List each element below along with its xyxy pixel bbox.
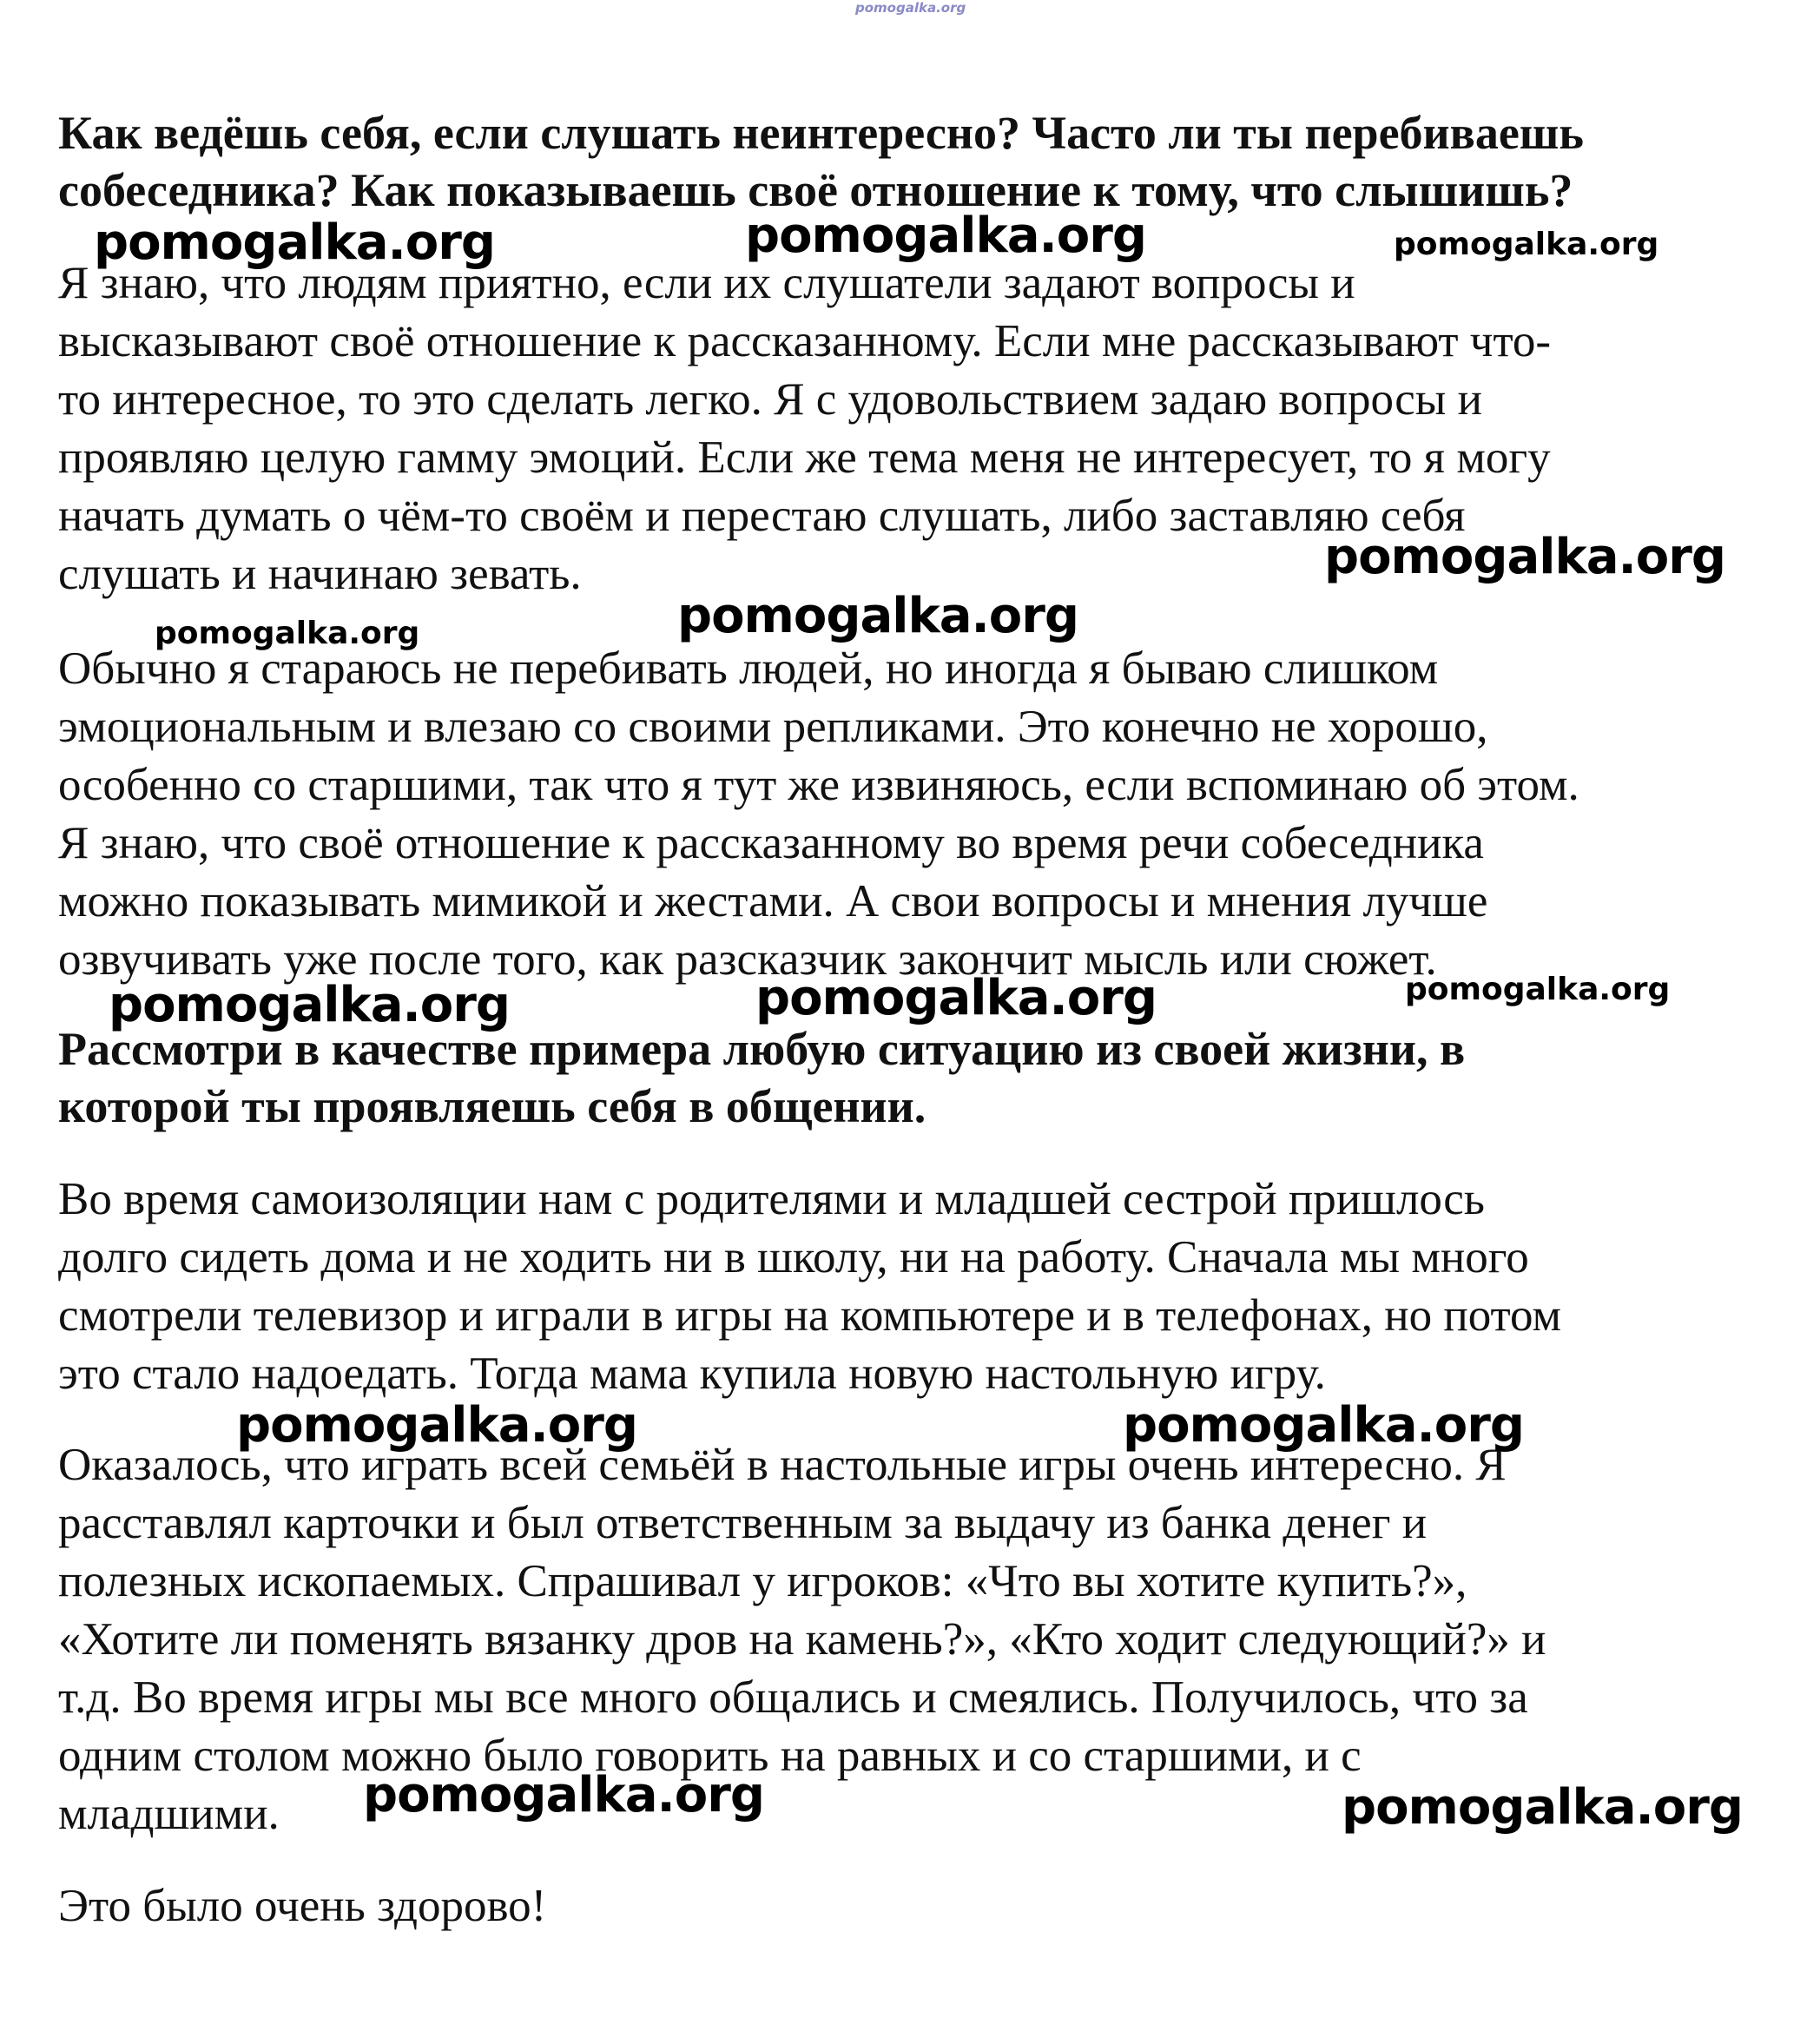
paragraph-line: можно показывать мимикой и жестами. А свои вопросы и мнения лучше xyxy=(58,876,1488,926)
watermark: pomogalka.org xyxy=(1394,227,1659,262)
paragraph-line: т.д. Во время игры мы все много общались и смеялись. Получилось, что за xyxy=(58,1672,1528,1723)
paragraph-line: одним столом можно было говорить на равных и со старшими, и с xyxy=(58,1731,1362,1781)
watermark: pomogalka.org xyxy=(1342,1779,1743,1836)
watermark: pomogalka.org xyxy=(236,1397,637,1454)
paragraph-line: проявляю целую гамму эмоций. Если же тема меня не интересует, то я могу xyxy=(58,432,1551,483)
paragraph-line: полезных ископаемых. Спрашивал у игроков: «Что вы хотите купить?», xyxy=(58,1556,1467,1606)
paragraph-line: озвучивать уже после того, как разсказчик закончит мысль или сюжет. xyxy=(58,934,1437,985)
watermark: pomogalka.org xyxy=(1405,972,1671,1007)
paragraph-line: младшими. xyxy=(58,1789,280,1839)
paragraph-line: особенно со старшими, так что я тут же извиняюсь, если вспоминаю об этом. xyxy=(58,760,1579,810)
watermark-top: pomogalka.org xyxy=(855,0,966,16)
watermark: pomogalka.org xyxy=(755,970,1157,1026)
paragraph-line: Это было очень здорово! xyxy=(58,1881,547,1931)
question-2-line: Рассмотри в качестве примера любую ситуацию из своей жизни, в xyxy=(58,1023,1466,1075)
paragraph-line: высказывают своё отношение к рассказанному. Если мне рассказывают что- xyxy=(58,316,1552,366)
watermark: pomogalka.org xyxy=(1324,529,1725,585)
watermark: pomogalka.org xyxy=(94,214,495,271)
paragraph-3 xyxy=(58,1170,1760,1403)
paragraph-line: то интересное, то это сделать легко. Я с удовольствием задаю вопросы и xyxy=(58,374,1483,425)
paragraph-line: расставлял карточки и был ответственным за выдачу из банка денег и xyxy=(58,1498,1428,1548)
paragraph-line: Обычно я стараюсь не перебивать людей, но иногда я бываю слишком xyxy=(58,643,1439,694)
watermark: pomogalka.org xyxy=(109,977,510,1033)
paragraph-line: смотрели телевизор и играли в игры на компьютере и в телефонах, но потом xyxy=(58,1290,1561,1341)
paragraph-line: Оказалось, что играть всей семьёй в настольные игры очень интересно. Я xyxy=(58,1440,1507,1490)
paragraph-line: начать думать о чём-то своём и перестаю слушать, либо заставляю себя xyxy=(58,491,1466,541)
paragraph-line: Во время самоизоляции нам с родителями и младшей сестрой пришлось xyxy=(58,1174,1485,1224)
question-1-line: собеседника? Как показываешь своё отношение к тому, что слышишь? xyxy=(58,164,1573,216)
paragraph-2 xyxy=(58,640,1760,989)
watermark: pomogalka.org xyxy=(1123,1397,1524,1454)
paragraph-line: долго сидеть дома и не ходить ни в школу, ни на работу. Сначала мы много xyxy=(58,1232,1529,1283)
paragraph-line: эмоциональным и влезаю со своими репликами. Это конечно не хорошо, xyxy=(58,702,1488,752)
watermark: pomogalka.org xyxy=(155,616,420,651)
paragraph-line: Я знаю, что своё отношение к рассказанному во время речи собеседника xyxy=(58,818,1484,868)
paragraph-line: Я знаю, что людям приятно, если их слушатели задают вопросы и xyxy=(58,258,1355,308)
paragraph-line: слушать и начинаю зевать. xyxy=(58,549,582,599)
paragraph-line: «Хотите ли поменять вязанку дров на камень?», «Кто ходит следующий?» и xyxy=(58,1614,1546,1665)
watermark: pomogalka.org xyxy=(677,588,1078,644)
paragraph-5 xyxy=(58,1877,1760,1935)
question-1-line: Как ведёшь себя, если слушать неинтересно? Часто ли ты перебиваешь xyxy=(58,107,1584,159)
question-2-line: которой ты проявляешь себя в общении. xyxy=(58,1080,926,1132)
paragraph-line: это стало надоедать. Тогда мама купила новую настольную игру. xyxy=(58,1349,1326,1399)
question-1 xyxy=(58,104,1760,219)
question-2 xyxy=(58,1020,1760,1135)
watermark: pomogalka.org xyxy=(363,1767,764,1823)
watermark: pomogalka.org xyxy=(745,208,1146,264)
